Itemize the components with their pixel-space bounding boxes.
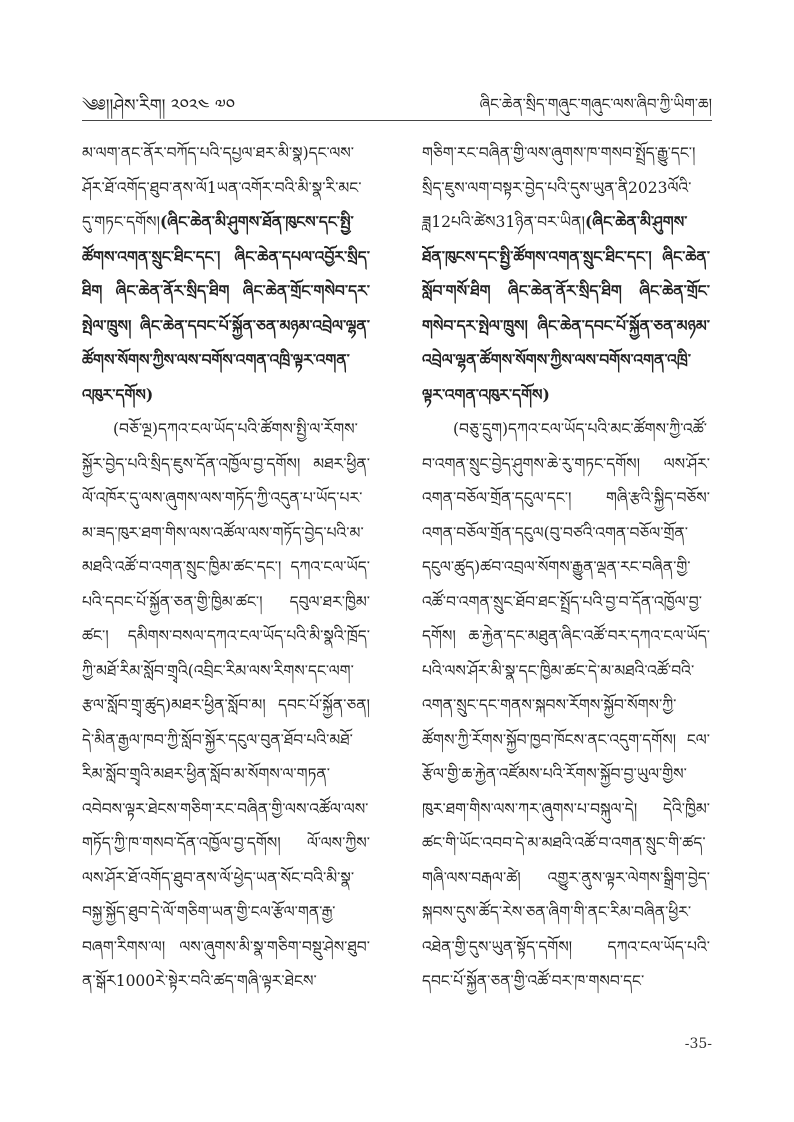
right-column [422,136,710,1018]
right-paragraph-1 [422,136,710,412]
left-paragraph-2: (བཅོ་ལྔ)དཀའ་ངལ་ཡོད་པའི་ཚོགས་སྤྱི་ལ་རོགས་སྐྱོར་བྱེད་པའི་སྲིད་ཇུས་དོན་འཁྱོལ་བྱ་དགོས། མཐར་ཕྱིན་ལོ་འཁོར་དུ་ལས་ཞུགས་ལས་གཏོད་ཀྱི་འདུན་པ་ཡོད་པར་མ་ཟད་ཁུར་ཐག་གིས་ལས་འཚོལ་ལས་གཏོད་བྱེད་པའི་མ་མཐའི་འཚོ་བ་འགན་སྲུང་ཁྱིམ་ཚང་དང་། དཀའ་ངལ་ཡོད་པའི་དབང་པོ་སྐྱོན་ཅན་གྱི་ཁྱིམ་ཚང་། དབུལ་ཐར་ཁྱིམ་ཚང་། དམིགས་བསལ་དཀའ་ངལ་ཡོད་པའི་མི་སྣའི་ཁྲོད་ཀྱི་མཐོ་རིམ་སློབ་གྲྭའི(འབྲིང་རིམ་ལས་རིགས་དང་ལག་རྩལ་སློབ་གྲྭ་ཚུད)མཐར་ཕྱིན་སློབ་མ། དབང་པོ་སྐྱོན་ཅན། དེ་མིན་རྒྱལ་ཁབ་ཀྱི་སློབ་སྐྱོར་དངུལ་བུན་ཐོབ་པའི་མཐོ་རིམ་སློབ་གྲྭའི་མཐར་ཕྱིན་སློབ་མ་སོགས་ལ་གཏན་འབེབས་ལྟར་ཐེངས་གཅིག་རང་བཞིན་གྱི་ལས་འཚོལ་ལས་གཏོད་ཀྱི་ཁ་གསབ་དོན་འཁྱོལ་བྱ་དགོས། ལོ་ལས་ཀྱིས་ལས་ཤོར་ཐོ་འགོད་ཐུབ་ནས་ལོ་ཕྱེད་ཡན་སོང་བའི་མི་སྣ་བསྐྱ་སྐྱོད་ཐུབ་དེ་ལོ་གཅིག་ཡན་གྱི་ངལ་རྩོལ་གན་རྒྱ་བཞག་རིགས་ལ། ལས་ཞུགས་མི་སྣ་གཅིག་བསྡུ་ཤེས་ཐུབ་ན་སྒོར1000རེ་སྟེར་བའི་ཚད་གཞི་ལྟར་ཐེངས་ [82,420,370,990]
page-number: -35- [684,1036,712,1052]
journal-header: ༄༅།།ཤེས་རིག། ༢༠༢༤ ༧༠ [82,96,236,116]
right-p1-text: གཅིག་རང་བཞིན་གྱི་ལས་ཞུགས་ཁ་གསབ་སྤྲོད་རྒྱུ་དང་། སྲིད་ཇུས་ལག་བསྟར་བྱེད་པའི་དུས་ཡུན་ནི2023ལོའི་ཟླ12པའི་ཚེས31ཉིན་བར་ཡིན། [422,144,696,231]
section-header: ཞིང་ཆེན་སྲིད་གཞུང་གཞུང་ལས་ཞིབ་ཀྱི་ཡིག་ཆ། [479,95,712,113]
header-rule [82,120,712,121]
left-p1-text: མ་ལག་ནང་ནོར་བཀོད་པའི་དཔྱལ་ཐར་མི་སྣ)དང་ལས་ཤོར་ཐོ་འགོད་ཐུབ་ནས་ལོ1ཡན་འགོར་བའི་མི་སྣ་རི་མང་དུ་གཏང་དགོས། [82,144,362,231]
left-paragraph-1 [82,136,370,412]
running-header [82,86,712,114]
right-p1-bold-text: (ཞིང་ཆེན་མི་ཤུགས་ཐོན་ཁུངས་དང་སྤྱི་ཚོགས་འགན་སྲུང་ཐིང་དང་། ཞིང་ཆེན་སློབ་གསོ་ཐིག ཞིང་ཆེན་ནོར་སྲིད་ཐིག ཞིང་ཆེན་གྲོང་གསེབ་དར་སྤེལ་ཁྲུས། ཞིང་ཆེན་དབང་པོ་སྐྱོན་ཅན་མཉམ་འབྲེལ་ལྷན་ཚོགས་སོགས་ཀྱིས་ལས་བགོས་འགན་འཁྲི་ལྟར་འགན་འཁུར་དགོས) [422,212,710,404]
right-paragraph-2: (བཅུ་དྲུག)དཀའ་ངལ་ཡོད་པའི་མང་ཚོགས་ཀྱི་འཚོ་བ་འགན་སྲུང་བྱེད་ཤུགས་ཆེ་རུ་གཏང་དགོས། ལས་ཤོར་འགན་བཅོལ་གྲོན་དངུལ་དང་། གཞི་རྩའི་སྐྱིད་བཅོས་འགན་བཅོལ་གྲོན་དངུལ(བུ་བཙའི་འགན་བཅོལ་གྲོན་དངུལ་ཚུད)ཚབ་འབྲལ་སོགས་རྒྱུན་ལྡན་རང་བཞིན་གྱི་འཚོ་བ་འགན་སྲུང་ཐོབ་ཐང་སྤྲོད་པའི་བྱ་བ་དོན་འཁྱོལ་བྱ་དགོས། ཆ་རྐྱེན་དང་མཐུན་ཞིང་འཚོ་བར་དཀའ་ངལ་ཡོད་པའི་ལས་ཤོར་མི་སྣ་དང་ཁྱིམ་ཚང་དེ་མ་མཐའི་འཚོ་བའི་འགན་སྲུང་དང་གནས་སྐབས་རོགས་སྐྱོབ་སོགས་ཀྱི་ཚོགས་ཀྱི་རོགས་སྐྱོབ་ཁྱབ་ཁོངས་ནང་འདུག་དགོས། ངལ་རྩོལ་གྱི་ཆ་རྐྱེན་འཛོམས་པའི་རོགས་སྐྱོབ་བྱ་ཡུལ་གྱིས་ཁུར་ཐག་གིས་ལས་ཀར་ཞུགས་པ་བསྐུལ་དེ། དེའི་ཁྱིམ་ཚང་གི་ཡོང་འབབ་དེ་མ་མཐའི་འཚོ་བ་འགན་སྲུང་གི་ཚད་གཞི་ལས་བརྒལ་ཚེ། འགྱུར་ནུས་ལྟར་ལེགས་སྒྲིག་བྱེད་སྐབས་དུས་ཚོད་རེས་ཅན་ཞིག་གི་ནང་རིམ་བཞིན་ཕྱིར་འཐེན་གྱི་དུས་ཡུན་སྟོད་དགོས། དཀའ་ངལ་ཡོད་པའི་དབང་པོ་སྐྱོན་ཅན་གྱི་འཚོ་བར་ཁ་གསབ་དང་ [422,420,710,990]
left-p1-bold-text: (ཞིང་ཆེན་མི་ཤུགས་ཐོན་ཁུངས་དང་སྤྱི་ཚོགས་འགན་སྲུང་ཐིང་དང་། ཞིང་ཆེན་དཔལ་འབྱོར་སྲིད་ཐིག ཞིང་ཆེན་ནོར་སྲིད་ཐིག ཞིང་ཆེན་གྲོང་གསེབ་དར་སྤེལ་ཁྲུས། ཞིང་ཆེན་དབང་པོ་སྐྱོན་ཅན་མཉམ་འབྲེལ་ལྷན་ཚོགས་སོགས་ཀྱིས་ལས་བགོས་འགན་འཁྲི་ལྟར་འགན་འཁུར་དགོས) [82,212,370,404]
left-column [82,136,370,1018]
